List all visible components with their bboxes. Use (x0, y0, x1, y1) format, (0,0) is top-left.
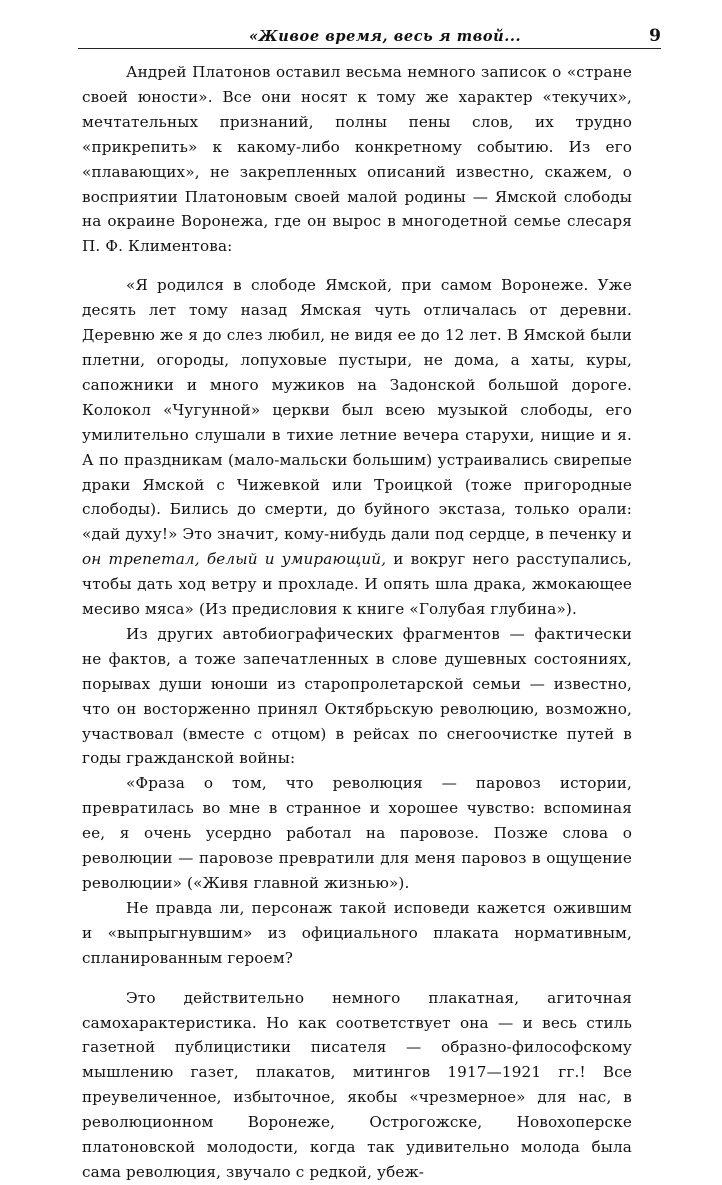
quote-locomotive: «Фраза о том, что революция — паровоз истории, превратилась во мне в странное и хорошее чувство: вспоминая ее, я очень усердно работал на паровозе. Позже слова о революции — паровозе превратили для меня паровоз в ощущение революции» («Живя главной жизнью»). (82, 774, 632, 892)
quote-childhood-end: и вокруг него расступались, чтобы дать ход ветру и прохладе. И опять шла драка, жмокающее месиво мяса» (Из предисловия к книге «Голубая глубина»). (82, 550, 632, 619)
running-header (78, 22, 661, 50)
quote-childhood (82, 273, 632, 622)
quote-childhood-text: «Я родился в слободе Ямской, при самом Воронеже. Уже десять лет тому назад Ямская чуть отличалась от деревни. Деревню же я до слез любил, не видя ее до 12 лет. В Ямской были плетни, огороды, лопуховые пустыри, не дома, а хаты, куры, сапожники и много мужиков на Задонской большой дороге. Колокол «Чугунной» церкви был всею музыкой слободы, его умилительно слушали в тихие летние вечера старухи, нищие и я. А по праздникам (мало-мальски большим) устраивались свирепые драки Ямской с Чижевкой или Троицкой (тоже пригородные слободы). Бились до смерти, до буйного экстаза, только орали: «дай духу!» Это значит, кому-нибудь дали под сердце, в печенку и (82, 276, 632, 544)
paragraph-poster: Это действительно немного плакатная, агиточная самохарактеристика. Но как соответствует она — и весь стиль газетной публицистики писателя — образно-философскому мышлению газет, плакатов, митингов 1917—1921 гг.! Все преувеличенное, избыточное, якобы «чрезмерное» для нас, в революционном Воронеже, Острогожске, Новохоперске платоновской молодости, когда так удивительно молода была сама революция, звучало с редкой, убеж- (82, 988, 632, 1181)
paragraph-revolution: Из других автобиографических фрагментов — фактически не фактов, а тоже запечатленных в слове душевных состояниях, порывах души юноши из старопролетарской семьи — известно, что он восторженно принял Октябрьскую революцию, возможно, участвовал (вместе с отцом) в рейсах по снегоочистке путей в годы гражданской войны: (82, 624, 632, 768)
page-number: 9 (649, 26, 661, 46)
paragraph-intro: Андрей Платонов оставил весьма немного записок о «стране своей юности». Все они носят к тому же характер «текучих», мечтательных признаний, полны пены слов, их трудно «прикрепить» к какому-либо конкретному событию. Из его «плавающих», не закрепленных описаний известно, скажем, о восприятии Платоновым своей малой родины — Ямской слободы на окраине Воронежа, где он вырос в многодетной семье слесаря П. Ф. Климентова: (82, 63, 632, 256)
running-title: «Живое время, весь я твой... (249, 28, 522, 45)
quote-childhood-italic: он трепетал, белый и умирающий, (82, 550, 387, 569)
paragraph-question: Не правда ли, персонаж такой исповеди кажется ожившим и «выпрыгнувшим» из официального плаката нормативным, спланированным героем? (82, 898, 632, 967)
page-body (82, 60, 632, 1185)
header-rule (78, 48, 661, 49)
